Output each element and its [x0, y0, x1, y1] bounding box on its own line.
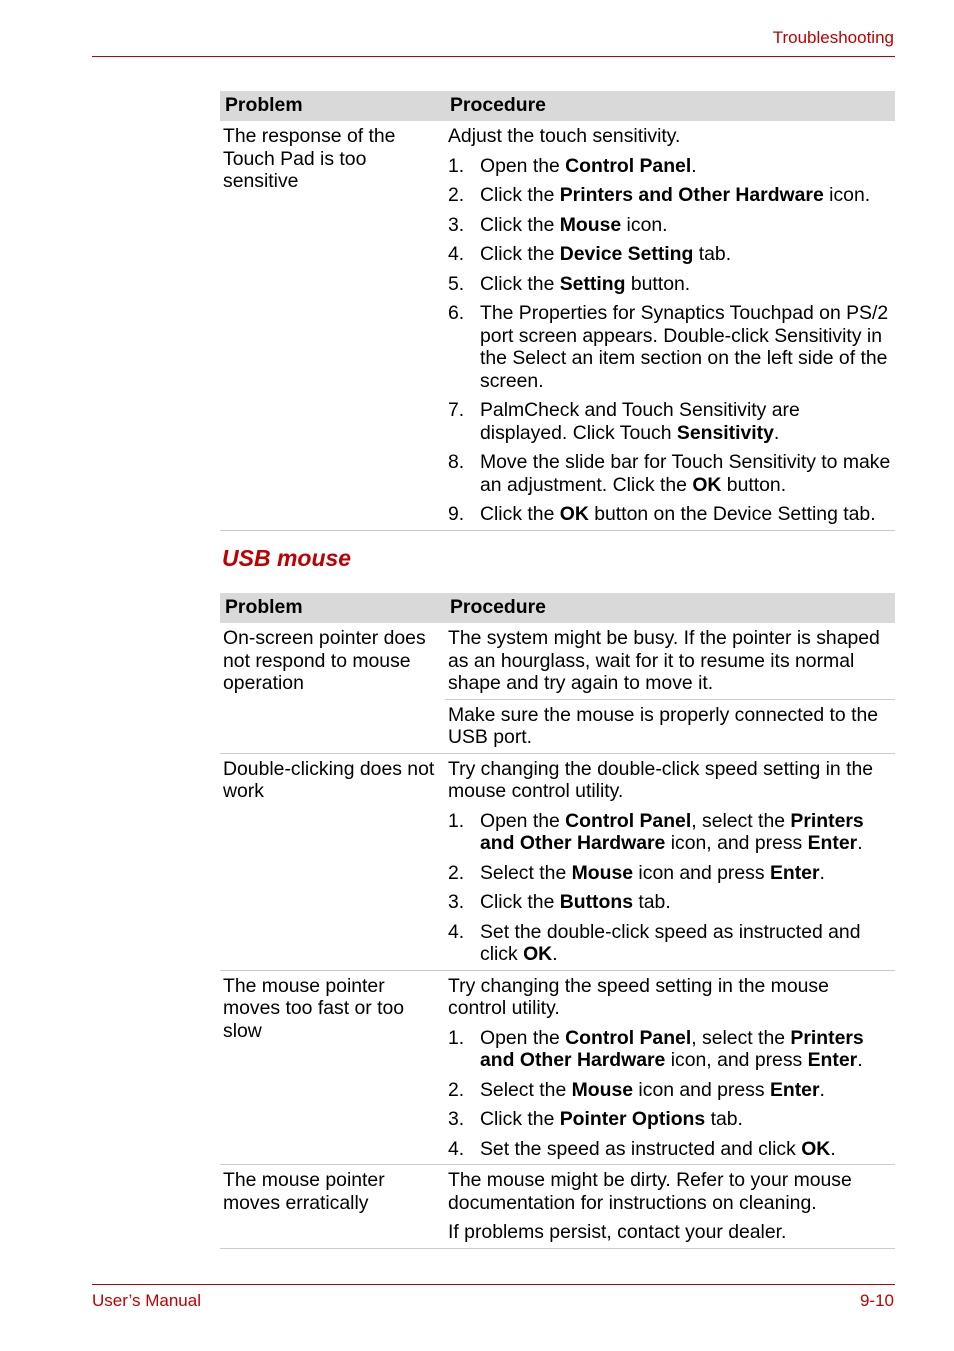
step-text-part: tab.	[633, 891, 671, 913]
procedure-text: The mouse might be dirty. Refer to your mouse documentation for instructions on cleaning.	[448, 1169, 852, 1214]
step-number: 8.	[448, 451, 465, 473]
step-bold-term: Enter	[807, 1049, 858, 1071]
step-number: 1.	[448, 809, 465, 832]
step-text-part: tab.	[693, 243, 732, 265]
step-item	[448, 214, 892, 237]
step-list	[448, 810, 892, 966]
step-bold-term: Enter	[769, 861, 820, 884]
table-row	[220, 121, 895, 530]
step-text-part: Select the	[480, 1078, 572, 1101]
step-text-part: .	[819, 1078, 825, 1101]
step-text-part: .	[819, 861, 825, 884]
step-text-part: Click the	[480, 503, 560, 525]
step-item	[448, 921, 892, 966]
running-header: Troubleshooting	[772, 28, 894, 47]
step-text	[480, 399, 892, 444]
step-text-part: .	[773, 421, 780, 444]
table-row	[220, 753, 895, 970]
step-number: 1.	[448, 154, 465, 177]
section-title: USB mouse	[222, 545, 352, 571]
procedure-text: If problems persist, contact your dealer.	[448, 1221, 787, 1243]
step-text	[480, 184, 892, 207]
step-bold-term: Pointer Options	[559, 1108, 706, 1130]
step-item	[448, 451, 892, 496]
step-text-part: Set the double-click speed as instructed and click	[480, 920, 861, 965]
step-number: 2.	[448, 861, 465, 884]
step-text-part: .	[552, 943, 558, 965]
step-item	[448, 155, 892, 178]
procedure-text: Make sure the mouse is properly connected to the USB port.	[448, 703, 879, 748]
step-text-part: .	[830, 1137, 836, 1160]
step-text-part: Click the	[480, 272, 560, 295]
column-header-problem: Problem	[220, 91, 445, 121]
step-text	[480, 243, 892, 266]
problem-cell: Double-clicking does not work	[220, 753, 445, 970]
step-text	[480, 273, 892, 296]
step-number: 7.	[448, 399, 465, 421]
step-bold-term: OK	[523, 943, 553, 965]
step-text-part: The Properties for Synaptics Touchpad on PS/2 port screen appears. Double-click Sensitivity in the Select an item section on the left side of the screen.	[480, 302, 889, 392]
footer-manual-title: User’s Manual	[92, 1291, 201, 1310]
column-header-procedure: Procedure	[445, 91, 895, 121]
step-item	[448, 399, 892, 444]
step-bold-term: OK	[801, 1137, 831, 1160]
step-number: 4.	[448, 920, 465, 943]
step-text-part: Open the	[480, 1026, 566, 1049]
table-header-row	[220, 91, 895, 121]
step-bold-term: Enter	[769, 1078, 820, 1101]
problem-cell: The mouse pointer moves too fast or too slow	[220, 970, 445, 1165]
step-text	[480, 891, 892, 914]
procedure-cell	[445, 623, 895, 753]
procedure-cell	[445, 1165, 895, 1249]
step-text-part: .	[691, 154, 697, 177]
step-number: 3.	[448, 213, 465, 236]
step-number: 3.	[448, 891, 465, 913]
step-number: 4.	[448, 243, 465, 265]
step-text-part: Click the	[480, 891, 560, 913]
step-number: 9.	[448, 503, 465, 525]
step-text-part: icon and press	[633, 1078, 770, 1101]
step-text-part: icon.	[823, 184, 871, 206]
step-text-part: icon, and press	[665, 1049, 808, 1071]
step-item	[448, 302, 892, 392]
step-text	[480, 1079, 892, 1102]
step-text-part: , select the	[691, 809, 791, 832]
step-bold-term: Control Panel	[565, 1026, 692, 1049]
step-item	[448, 273, 892, 296]
step-item	[448, 1027, 892, 1072]
step-number: 3.	[448, 1108, 465, 1130]
step-text-part: Open the	[480, 809, 566, 832]
touchpad-table	[220, 91, 895, 531]
step-text-part: icon and press	[633, 861, 770, 884]
step-bold-term: Device Setting	[559, 243, 694, 265]
step-bold-term: Enter	[807, 832, 858, 854]
procedure-cell	[445, 753, 895, 970]
step-text	[480, 503, 892, 526]
footer-rule	[92, 1284, 895, 1285]
step-text-part: button on the Device Setting tab.	[588, 503, 876, 525]
step-bold-term: Sensitivity	[676, 421, 774, 444]
table-header-row	[220, 593, 895, 623]
step-text-part: tab.	[705, 1108, 743, 1130]
step-bold-term: Control Panel	[565, 809, 692, 832]
procedure-intro: Try changing the speed setting in the mouse control utility.	[448, 974, 829, 1019]
table-row	[220, 1165, 895, 1249]
step-text	[480, 302, 892, 392]
step-number: 5.	[448, 272, 465, 295]
step-number: 2.	[448, 184, 465, 206]
step-text	[480, 810, 892, 855]
problem-cell: On-screen pointer does not respond to mouse operation	[220, 623, 445, 753]
step-item	[448, 1138, 892, 1161]
step-text-part: icon.	[621, 213, 668, 236]
step-item	[448, 810, 892, 855]
column-header-procedure: Procedure	[445, 593, 895, 623]
step-item	[448, 1108, 892, 1131]
step-text-part: Set the speed as instructed and click	[480, 1137, 802, 1160]
step-bold-term: Printers and Other Hardware	[480, 1026, 864, 1071]
step-text	[480, 1138, 892, 1161]
step-text	[480, 921, 892, 966]
step-item	[448, 184, 892, 207]
step-bold-term: OK	[692, 473, 722, 496]
step-text-part: Open the	[480, 154, 566, 177]
problem-cell: The mouse pointer moves erratically	[220, 1165, 445, 1249]
step-item	[448, 503, 892, 526]
step-text	[480, 862, 892, 885]
problem-cell: The response of the Touch Pad is too sensitive	[220, 121, 445, 530]
column-header-problem: Problem	[220, 593, 445, 623]
step-text-part: PalmCheck and Touch Sensitivity are displayed. Click Touch	[480, 399, 800, 444]
step-text	[480, 1108, 892, 1131]
procedure-intro: Adjust the touch sensitivity.	[448, 125, 681, 147]
step-bold-term: OK	[559, 503, 589, 525]
step-number: 2.	[448, 1078, 465, 1101]
step-bold-term: Control Panel	[565, 154, 692, 177]
procedure-cell	[445, 970, 895, 1165]
table-row	[220, 623, 895, 753]
step-bold-term: Buttons	[559, 891, 633, 913]
step-text-part: .	[857, 832, 863, 854]
step-list	[448, 155, 892, 526]
step-bold-term: Printers and Other Hardware	[559, 184, 824, 206]
step-text-part: Move the slide bar for Touch Sensitivity to make an adjustment. Click the	[480, 451, 891, 496]
step-bold-term: Mouse	[571, 1078, 634, 1101]
step-number: 1.	[448, 1026, 465, 1049]
step-bold-term: Printers and Other Hardware	[480, 809, 864, 854]
step-text-part: button.	[721, 473, 787, 496]
step-text-part: icon, and press	[665, 832, 808, 854]
step-text-part: , select the	[691, 1026, 791, 1049]
usb-mouse-table	[220, 593, 895, 1249]
step-text-part: button.	[625, 272, 691, 295]
step-bold-term: Setting	[559, 272, 626, 295]
step-item	[448, 243, 892, 266]
step-text	[480, 1027, 892, 1072]
procedure-cell	[445, 121, 895, 530]
step-text-part: Click the	[480, 1108, 560, 1130]
step-item	[448, 1079, 892, 1102]
header-rule	[92, 56, 895, 57]
step-item	[448, 891, 892, 914]
step-number: 6.	[448, 302, 465, 324]
step-bold-term: Mouse	[559, 213, 622, 236]
table-row	[220, 970, 895, 1165]
step-item	[448, 862, 892, 885]
step-text-part: .	[857, 1049, 863, 1071]
step-bold-term: Mouse	[571, 861, 634, 884]
procedure-intro: Try changing the double-click speed setting in the mouse control utility.	[448, 757, 874, 802]
step-text	[480, 214, 892, 237]
step-text-part: Click the	[480, 184, 560, 206]
procedure-text: The system might be busy. If the pointer is shaped as an hourglass, wait for it to resume its normal shape and try again to move it.	[445, 623, 895, 700]
step-text	[480, 451, 892, 496]
step-text	[480, 155, 892, 178]
step-text-part: Select the	[480, 861, 572, 884]
step-text-part: Click the	[480, 243, 560, 265]
step-text-part: Click the	[480, 213, 560, 236]
page-number: 9-10	[859, 1291, 894, 1310]
step-number: 4.	[448, 1137, 465, 1160]
step-list	[448, 1027, 892, 1161]
